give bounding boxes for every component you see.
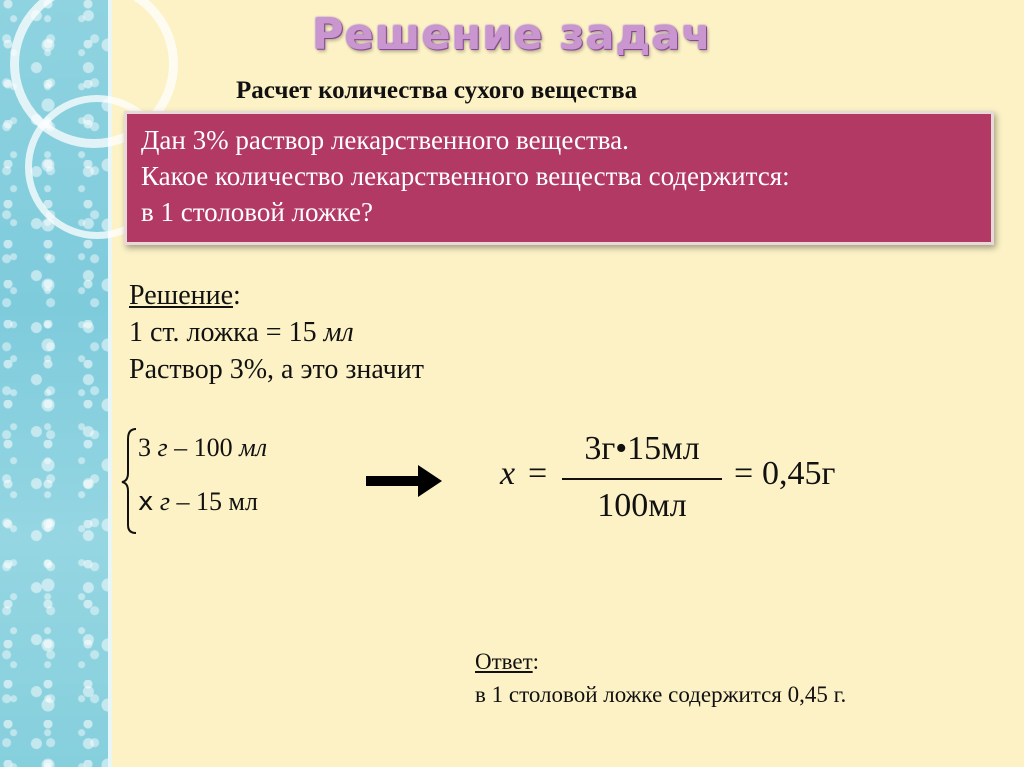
proportion-row: 3 г – 100 мл bbox=[138, 433, 268, 462]
proportion-row: x г – 15 мл bbox=[138, 487, 258, 517]
right-arrow-icon bbox=[366, 465, 442, 497]
formula-equals: = bbox=[734, 455, 754, 492]
proportion-system bbox=[120, 425, 340, 535]
answer-heading: Ответ: bbox=[475, 649, 540, 674]
problem-line: Какое количество лекарственного вещества содержится: bbox=[141, 161, 790, 191]
formula-result: 0,45г bbox=[762, 455, 836, 492]
calculation-formula bbox=[500, 425, 880, 535]
solution-heading: Решение: bbox=[129, 280, 241, 311]
fraction-bar bbox=[562, 478, 722, 480]
slide-title: Решение задач bbox=[312, 10, 712, 60]
formula-variable: x bbox=[500, 455, 516, 492]
answer-block bbox=[475, 645, 846, 711]
formula-denominator: 100мл bbox=[597, 487, 687, 524]
problem-statement-box bbox=[124, 111, 994, 245]
problem-line: в 1 столовой ложке? bbox=[141, 197, 373, 227]
solution-line-solution: Раствор 3%, а это значит bbox=[129, 354, 424, 385]
solution-block bbox=[129, 277, 424, 388]
slide-subtitle: Расчет количества сухого вещества bbox=[236, 77, 638, 104]
formula-numerator: 3г•15мл bbox=[584, 430, 700, 467]
solution-line-spoon: 1 ст. ложка = 15 мл bbox=[129, 317, 354, 348]
answer-text: в 1 столовой ложке содержится 0,45 г. bbox=[475, 682, 847, 707]
problem-line: Дан 3% раствор лекарственного вещества. bbox=[141, 125, 629, 155]
formula-equals: = bbox=[528, 455, 548, 492]
